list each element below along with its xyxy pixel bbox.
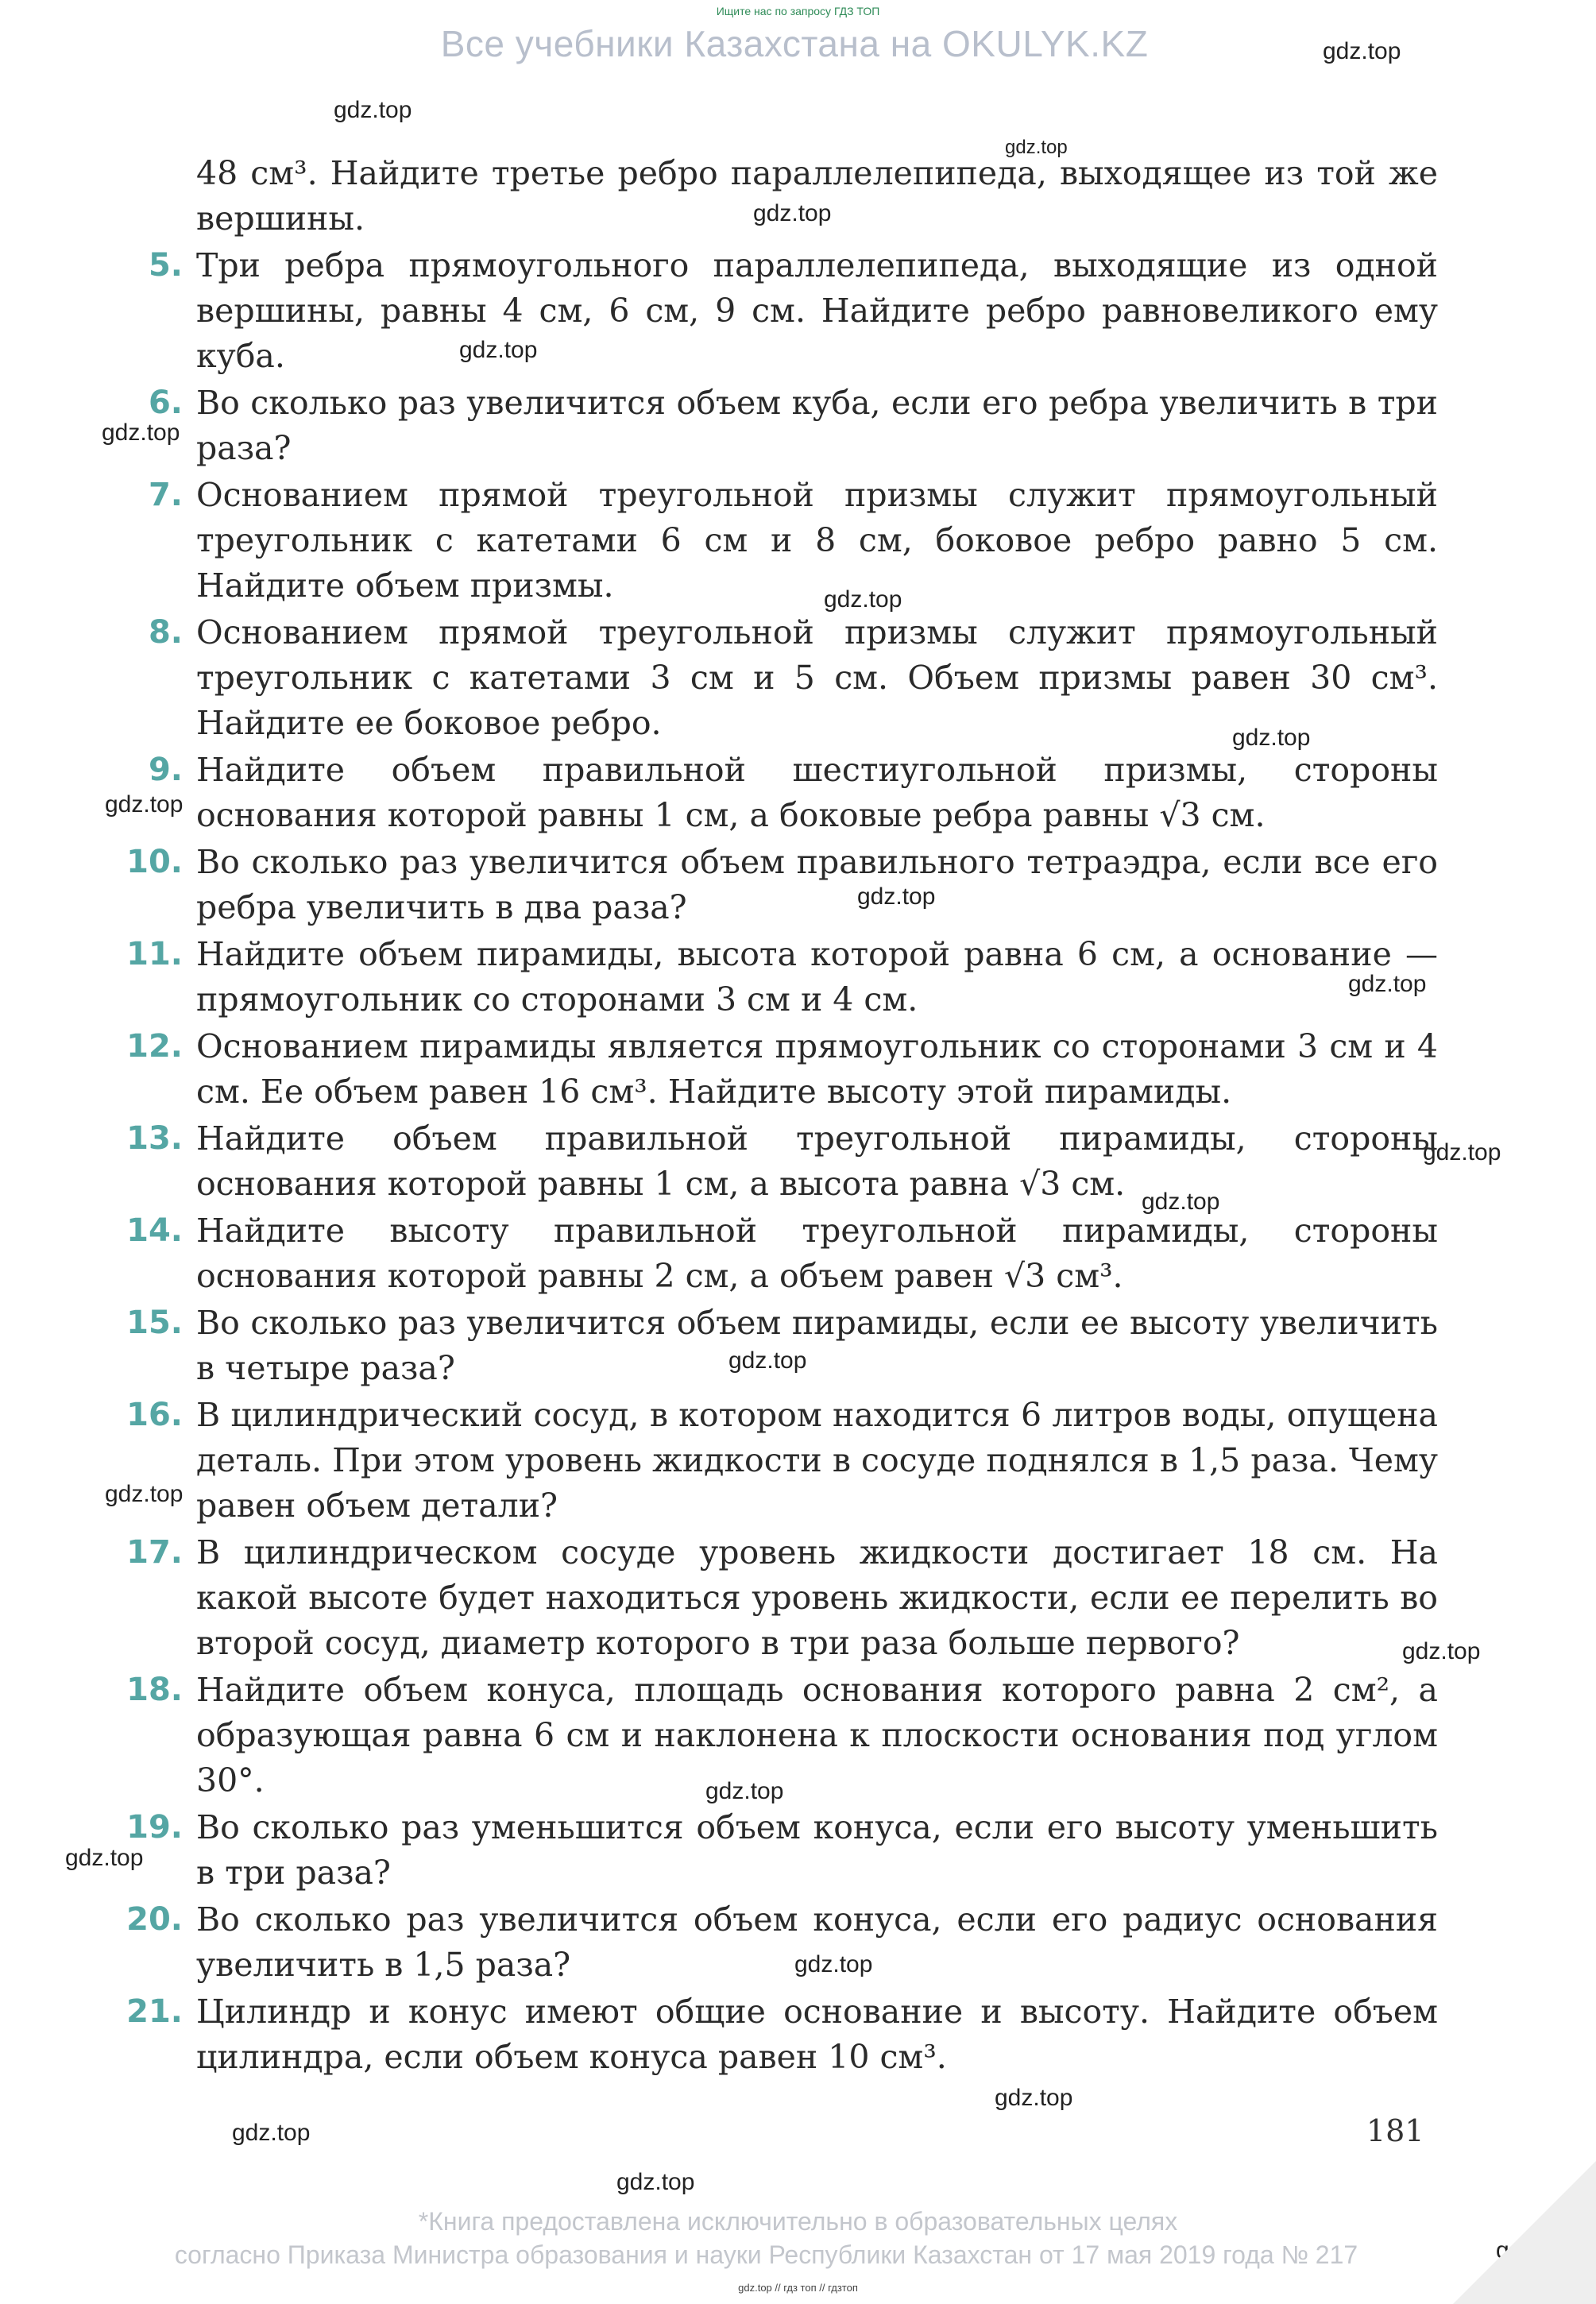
- problem-text: Во сколько раз увеличится объем куба, если его ребра увеличить в три раза?: [196, 384, 1438, 467]
- problem-text: Основанием прямой треугольной призмы служит прямоугольный треугольник с катетами 3 см и 5 см. Объем призмы равен 30 см³. Найдите ее боковое ребро.: [196, 613, 1438, 742]
- problem-text: Найдите объем правильной шестиугольной призмы, стороны основания которой равны 1 см, а боковые ребра равны √3 см.: [196, 751, 1438, 834]
- watermark: gdz.top: [1142, 1189, 1220, 1215]
- watermark: gdz.top: [1232, 725, 1311, 751]
- problem-text: Основанием пирамиды является прямоугольник со сторонами 3 см и 4 см. Ее объем равен 16 см³. Найдите высоту этой пирамиды.: [196, 1027, 1438, 1111]
- problem-item: [111, 1116, 1438, 1207]
- problem-text: Найдите объем конуса, площадь основания которого равна 2 см², а образующая равна 6 см и наклонена к плоскости основания под углом 30°.: [196, 1671, 1438, 1800]
- problem-number: 10.: [126, 844, 183, 880]
- watermark: gdz.top: [616, 2169, 695, 2195]
- watermark: gdz.top: [459, 337, 538, 363]
- problem-text: Во сколько раз уменьшится объем конуса, если его высоту уменьшить в три раза?: [196, 1808, 1438, 1892]
- watermark: gdz.top: [824, 586, 902, 613]
- problem-text: Найдите объем правильной треугольной пирамиды, стороны основания которой равны 1 см, а высота равна √3 см.: [196, 1119, 1438, 1203]
- problem-item: [111, 1530, 1438, 1666]
- watermark: gdz.top: [105, 791, 184, 818]
- problem-text: В цилиндрический сосуд, в котором находится 6 литров воды, опущена деталь. При этом уровень жидкости в сосуде поднялся в 1,5 раза. Чему равен объем детали?: [196, 1396, 1438, 1525]
- problem-item: [111, 1989, 1438, 2080]
- problem-item: [111, 1024, 1438, 1115]
- problem-item: [111, 473, 1438, 609]
- watermark: gdz.top: [334, 97, 412, 123]
- watermark: gdz.top: [1402, 1638, 1481, 1664]
- watermark: gdz.top: [65, 1845, 144, 1871]
- watermark: gdz.top: [232, 2120, 311, 2146]
- watermark: gdz.top: [1496, 2237, 1575, 2263]
- problem-item: [111, 840, 1438, 930]
- problem-number: 8.: [148, 614, 183, 651]
- problem-number: 13.: [126, 1120, 183, 1157]
- continuation-text: 48 см³. Найдите третье ребро параллелепипеда, выходящее из той же вершины.: [196, 154, 1438, 238]
- watermark: gdz.top: [102, 419, 180, 446]
- page-number: 181: [1366, 2113, 1424, 2148]
- problem-text: Основанием прямой треугольной призмы служит прямоугольный треугольник с катетами 6 см и 8 см, боковое ребро равно 5 см. Найдите объем призмы.: [196, 476, 1438, 605]
- watermark: gdz.top: [753, 200, 832, 226]
- problem-list: [111, 151, 1438, 2082]
- problem-number: 14.: [126, 1212, 183, 1249]
- footer-line-1: *Книга предоставлена исключительно в образовательных целях: [418, 2207, 1178, 2236]
- watermark: gdz.top: [1323, 38, 1401, 64]
- problem-number: 19.: [126, 1809, 183, 1846]
- problem-item: [111, 610, 1438, 746]
- problem-item: [111, 243, 1438, 379]
- problem-item: [111, 1393, 1438, 1529]
- problem-item: [111, 381, 1438, 471]
- problem-text: Найдите высоту правильной треугольной пирамиды, стороны основания которой равны 2 см, а объем равен √3 см³.: [196, 1212, 1438, 1295]
- watermark: gdz.top: [995, 2085, 1073, 2111]
- problem-text: Три ребра прямоугольного параллелепипеда, выходящие из одной вершины, равны 4 см, 6 см, 9 см. Найдите ребро равновеликого ему куба.: [196, 246, 1438, 375]
- problem-number: 18.: [126, 1672, 183, 1708]
- problem-number: 20.: [126, 1901, 183, 1938]
- problem-text: В цилиндрическом сосуде уровень жидкости достигает 18 см. На какой высоте будет находиться уровень жидкости, если ее перелить во второй сосуд, диаметр которого в три раза больше первого?: [196, 1533, 1438, 1662]
- watermark: gdz.top: [857, 883, 936, 910]
- watermark: gdz.top: [794, 1951, 873, 1977]
- problem-item: [111, 1668, 1438, 1803]
- problem-number: 9.: [148, 752, 183, 788]
- site-title: Все учебники Казахстана на OKULYK.KZ: [440, 23, 1149, 64]
- problem-item: [111, 932, 1438, 1022]
- problem-number: 16.: [126, 1397, 183, 1433]
- header-tiny-note: Ищите нас по запросу ГДЗ ТОП: [716, 5, 880, 17]
- problem-number: 11.: [126, 936, 183, 972]
- problem-number: 17.: [126, 1534, 183, 1571]
- problem-item: [111, 1301, 1438, 1391]
- problem-item: [111, 1208, 1438, 1299]
- problem-number: 21.: [126, 1993, 183, 2030]
- problem-number: 6.: [148, 385, 183, 421]
- watermark: gdz.top: [1348, 971, 1427, 997]
- watermark: gdz.top: [705, 1778, 784, 1804]
- watermark: gdz.top: [1423, 1139, 1501, 1166]
- watermark: gdz.top: [105, 1481, 184, 1507]
- problem-text: Цилиндр и конус имеют общие основание и высоту. Найдите объем цилиндра, если объем конуса равен 10 см³.: [196, 1993, 1438, 2076]
- problem-text: Во сколько раз увеличится объем пирамиды, если ее высоту увеличить в четыре раза?: [196, 1304, 1438, 1387]
- problem-number: 7.: [148, 477, 183, 513]
- footer-tiny: gdz.top // гдз топ // гдзтоп: [738, 2282, 858, 2294]
- problem-number: 5.: [148, 247, 183, 284]
- problem-text: Во сколько раз увеличится объем конуса, если его радиус основания увеличить в 1,5 раза?: [196, 1900, 1438, 1984]
- problem-item: [111, 1805, 1438, 1896]
- problem-text: Найдите объем пирамиды, высота которой равна 6 см, а основание — прямоугольник со сторонами 3 см и 4 см.: [196, 935, 1438, 1019]
- footer-line-2: согласно Приказа Министра образования и науки Республики Казахстан от 17 мая 2019 года № 217: [174, 2240, 1358, 2269]
- problem-item: [111, 1897, 1438, 1988]
- watermark: gdz.top: [728, 1347, 807, 1374]
- problem-number: 12.: [126, 1028, 183, 1065]
- problem-text: Во сколько раз увеличится объем правильного тетраэдра, если все его ребра увеличить в два раза?: [196, 843, 1438, 926]
- problem-number: 15.: [126, 1305, 183, 1341]
- watermark: gdz.top: [1005, 137, 1068, 158]
- problem-item: [111, 748, 1438, 838]
